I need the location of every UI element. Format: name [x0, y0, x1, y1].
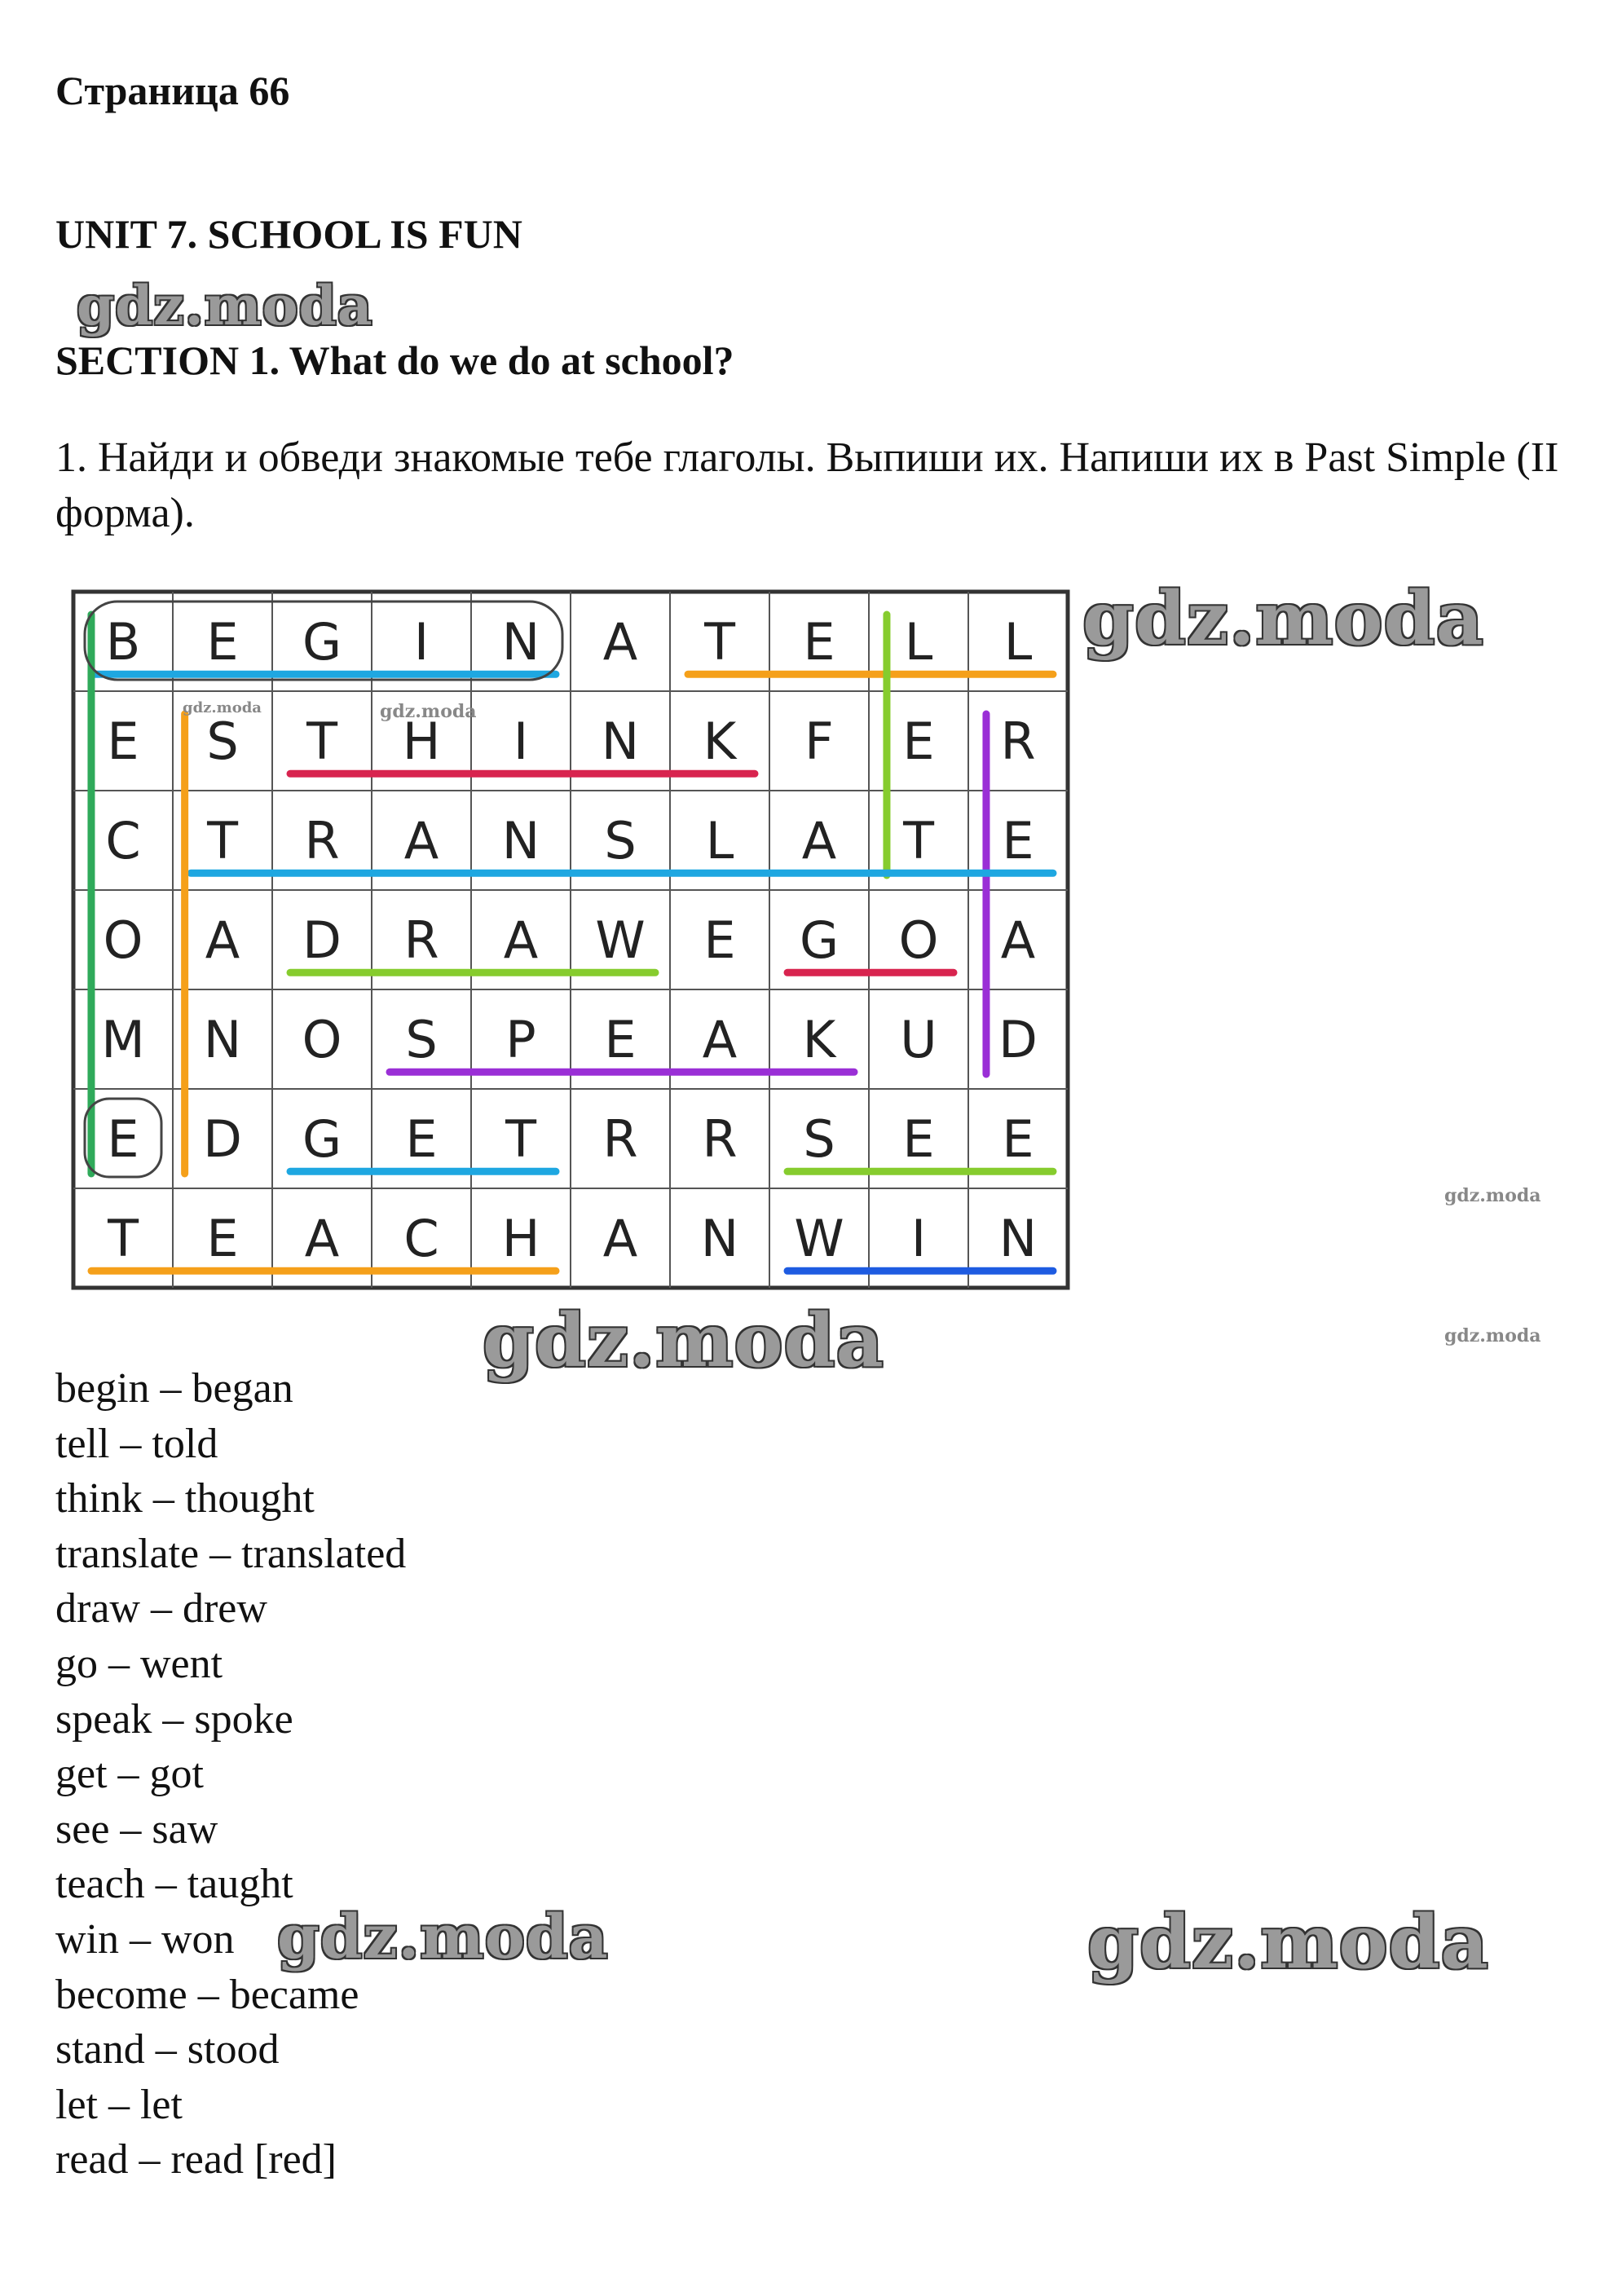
grid-letter: S: [803, 1109, 835, 1169]
grid-letter: A: [602, 612, 638, 672]
grid-letter: D: [998, 1010, 1038, 1069]
answer-item: let – let: [55, 2081, 183, 2128]
answer-item: get – got: [55, 1751, 204, 1798]
grid-letter: R: [403, 910, 439, 970]
grid-letter: F: [804, 712, 834, 771]
grid-letter: N: [203, 1010, 242, 1069]
grid-letter: A: [205, 910, 240, 970]
grid-letter: T: [306, 712, 337, 771]
grid-letter: S: [206, 712, 239, 771]
grid-letter: S: [405, 1010, 438, 1069]
grid-letter: A: [602, 1209, 638, 1268]
grid-letter: C: [105, 811, 141, 870]
answer-item: begin – began: [55, 1365, 293, 1412]
grid-letter: R: [702, 1109, 738, 1169]
grid-letter: I: [910, 1209, 927, 1268]
watermark-logo: gdz.moda: [77, 274, 373, 337]
grid-letter: C: [403, 1209, 439, 1268]
grid-letter: R: [1000, 712, 1036, 771]
grid-letter: A: [801, 811, 837, 870]
watermark-logo: gdz.moda: [277, 1902, 609, 1972]
grid-letter: N: [501, 612, 540, 672]
grid-letter: N: [601, 712, 640, 771]
answer-item: teach – taught: [55, 1861, 293, 1908]
grid-letter: T: [108, 1209, 139, 1268]
grid-letter: A: [304, 1209, 340, 1268]
grid-letter: T: [903, 811, 934, 870]
watermark-logo: gdz.moda: [1087, 1899, 1489, 1985]
grid-letter: A: [403, 811, 439, 870]
watermark-small: gdz.moda: [1444, 1185, 1541, 1206]
answer-item: tell – told: [55, 1420, 218, 1467]
grid-letter: A: [503, 910, 539, 970]
grid-letter: E: [902, 1109, 935, 1169]
grid-letter: G: [799, 910, 840, 970]
grid-letter: D: [203, 1109, 242, 1169]
answer-item: see – saw: [55, 1805, 218, 1853]
task-instructions: 1. Найди и обведи знакомые тебе глаголы. Выпиши их. Напиши их в Past Simple (II форма).: [55, 434, 1559, 536]
watermark-small: gdz.moda: [1444, 1325, 1541, 1346]
grid-letter: D: [302, 910, 342, 970]
grid-letter: N: [501, 811, 540, 870]
grid-letter: N: [700, 1209, 739, 1268]
grid-letter: U: [900, 1010, 937, 1069]
unit-title: UNIT 7. SCHOOL IS FUN: [55, 211, 522, 257]
answer-list: [55, 1361, 406, 2188]
answer-item: win – won: [55, 1915, 235, 1963]
grid-letter: M: [101, 1010, 145, 1069]
grid-letter: H: [402, 712, 441, 771]
grid-letter: T: [207, 811, 238, 870]
grid-letter: B: [105, 612, 141, 672]
watermark-logo: gdz.moda: [1082, 575, 1484, 662]
grid-letter: E: [604, 1010, 637, 1069]
grid-letter: E: [107, 712, 139, 771]
grid-letter: T: [704, 612, 735, 672]
answer-item: think – thought: [55, 1475, 315, 1523]
grid-letter: E: [703, 910, 736, 970]
grid-letter: E: [1002, 1109, 1034, 1169]
grid-letter: G: [302, 612, 342, 672]
grid-letter: S: [604, 811, 637, 870]
answer-item: draw – drew: [55, 1585, 267, 1633]
grid-letter: E: [1002, 811, 1034, 870]
grid-letter: N: [998, 1209, 1038, 1268]
grid-letter: I: [513, 712, 529, 771]
grid-letter: O: [103, 910, 143, 970]
watermark-small: gdz.moda: [380, 701, 477, 722]
grid-letter: E: [803, 612, 835, 672]
section-title: SECTION 1. What do we do at school?: [55, 337, 734, 383]
word-search-svg: [70, 587, 1081, 1296]
grid-letter: R: [304, 811, 340, 870]
grid-letter: G: [302, 1109, 342, 1169]
grid-letter: T: [505, 1109, 536, 1169]
grid-letter: L: [904, 612, 933, 672]
grid-letter: K: [802, 1010, 836, 1069]
grid-letter: E: [405, 1109, 438, 1169]
page-title: Страница 66: [55, 68, 290, 113]
watermark-small: gdz.moda: [183, 699, 262, 716]
grid-letter: W: [794, 1209, 844, 1268]
answer-item: go – went: [55, 1640, 223, 1687]
grid-letter: E: [206, 612, 239, 672]
grid-letter: K: [703, 712, 737, 771]
watermark-logo: gdz.moda: [483, 1298, 884, 1384]
answer-item: become – became: [55, 1971, 359, 2018]
grid-letter: L: [1003, 612, 1033, 672]
answer-item: read – read [red]: [55, 2136, 337, 2184]
grid-letter: E: [902, 712, 935, 771]
grid-letter: W: [595, 910, 646, 970]
answer-item: translate – translated: [55, 1530, 407, 1577]
grid-letter: A: [1000, 910, 1036, 970]
grid-letter: E: [206, 1209, 239, 1268]
grid-letter: E: [107, 1109, 139, 1169]
grid-letter: I: [413, 612, 430, 672]
grid-letter: O: [898, 910, 939, 970]
word-search-grid: [70, 587, 1081, 1296]
grid-letter: P: [505, 1010, 536, 1069]
grid-letter: R: [602, 1109, 638, 1169]
answer-item: stand – stood: [55, 2026, 280, 2073]
grid-letter: L: [705, 811, 734, 870]
answer-item: speak – spoke: [55, 1695, 293, 1743]
grid-letter: H: [501, 1209, 540, 1268]
grid-letter: A: [702, 1010, 738, 1069]
grid-letter: O: [302, 1010, 342, 1069]
